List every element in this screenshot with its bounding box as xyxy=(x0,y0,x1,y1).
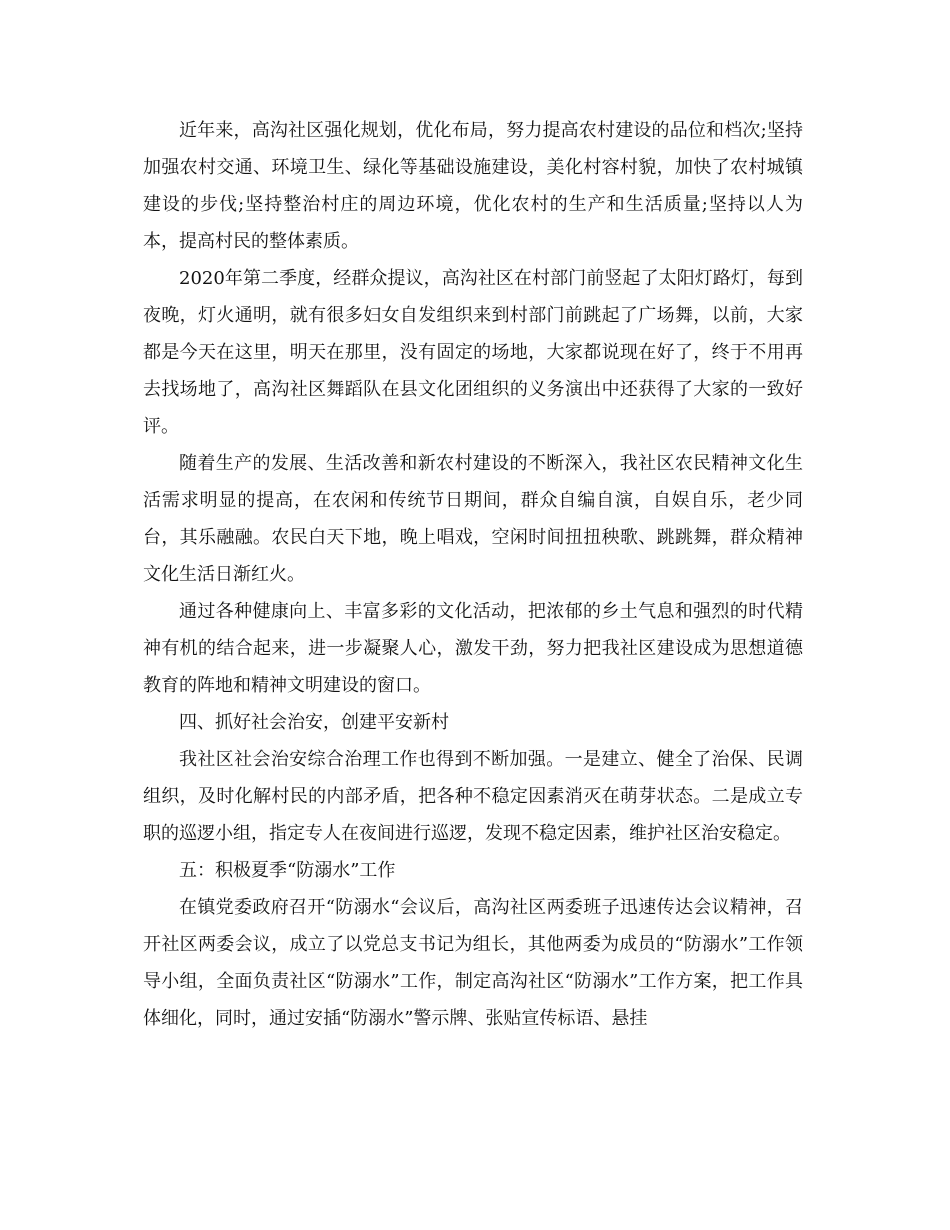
document-body xyxy=(143,112,803,1037)
paragraph-intro-rural-planning: 近年来，高沟社区强化规划，优化布局，努力提高农村建设的品位和档次;坚持加强农村交通、环境卫生、绿化等基础设施建设，美化村容村貌，加快了农村城镇建设的步伐;坚持整治村庄的周边环境，优化农村的生产和生活质量;坚持以人为本，提高村民的整体素质。 xyxy=(143,120,803,252)
paragraph-drowning-prevention: 在镇党委政府召开“防溺水“会议后，高沟社区两委班子迅速传达会议精神，召开社区两委会议，成立了以党总支书记为组长，其他两委为成员的“防溺水”工作领导小组，全面负责社区“防溺水”工作，制定高沟社区“防溺水”工作方案，把工作具体细化，同时，通过安插“防溺水”警示牌、张贴宣传标语、悬挂 xyxy=(143,897,803,1029)
section-heading-public-security: 四、抓好社会治安，创建平安新村 xyxy=(179,712,449,733)
section-heading-drowning-prevention: 五：积极夏季“防溺水”工作 xyxy=(179,860,396,881)
paragraph-cultural-life: 随着生产的发展、生活改善和新农村建设的不断深入，我社区农民精神文化生活需求明显的提高，在农闲和传统节日期间，群众自编自演，自娱自乐，老少同台，其乐融融。农民白天下地，晚上唱戏，空闲时间扭扭秧歌、跳跳舞，群众精神文化生活日渐红火。 xyxy=(143,453,803,585)
paragraph-public-security: 我社区社会治安综合治理工作也得到不断加强。一是建立、健全了治保、民调组织，及时化解村民的内部矛盾，把各种不稳定因素消灭在萌芽状态。二是成立专职的巡逻小组，指定专人在夜间进行巡逻，发现不稳定因素，维护社区治安稳定。 xyxy=(143,749,803,844)
paragraph-cultural-activities: 通过各种健康向上、丰富多彩的文化活动，把浓郁的乡土气息和强烈的时代精神有机的结合起来，进一步凝聚人心，激发干劲，努力把我社区建设成为思想道德教育的阵地和精神文明建设的窗口。 xyxy=(143,601,803,696)
paragraph-square-dance: 2020年第二季度，经群众提议，高沟社区在村部门前竖起了太阳灯路灯，每到夜晚，灯火通明，就有很多妇女自发组织来到村部门前跳起了广场舞，以前，大家都是今天在这里，明天在那里，没有固定的场地，大家都说现在好了，终于不用再去找场地了，高沟社区舞蹈队在县文化团组织的义务演出中还获得了大家的一致好评。 xyxy=(143,268,803,437)
